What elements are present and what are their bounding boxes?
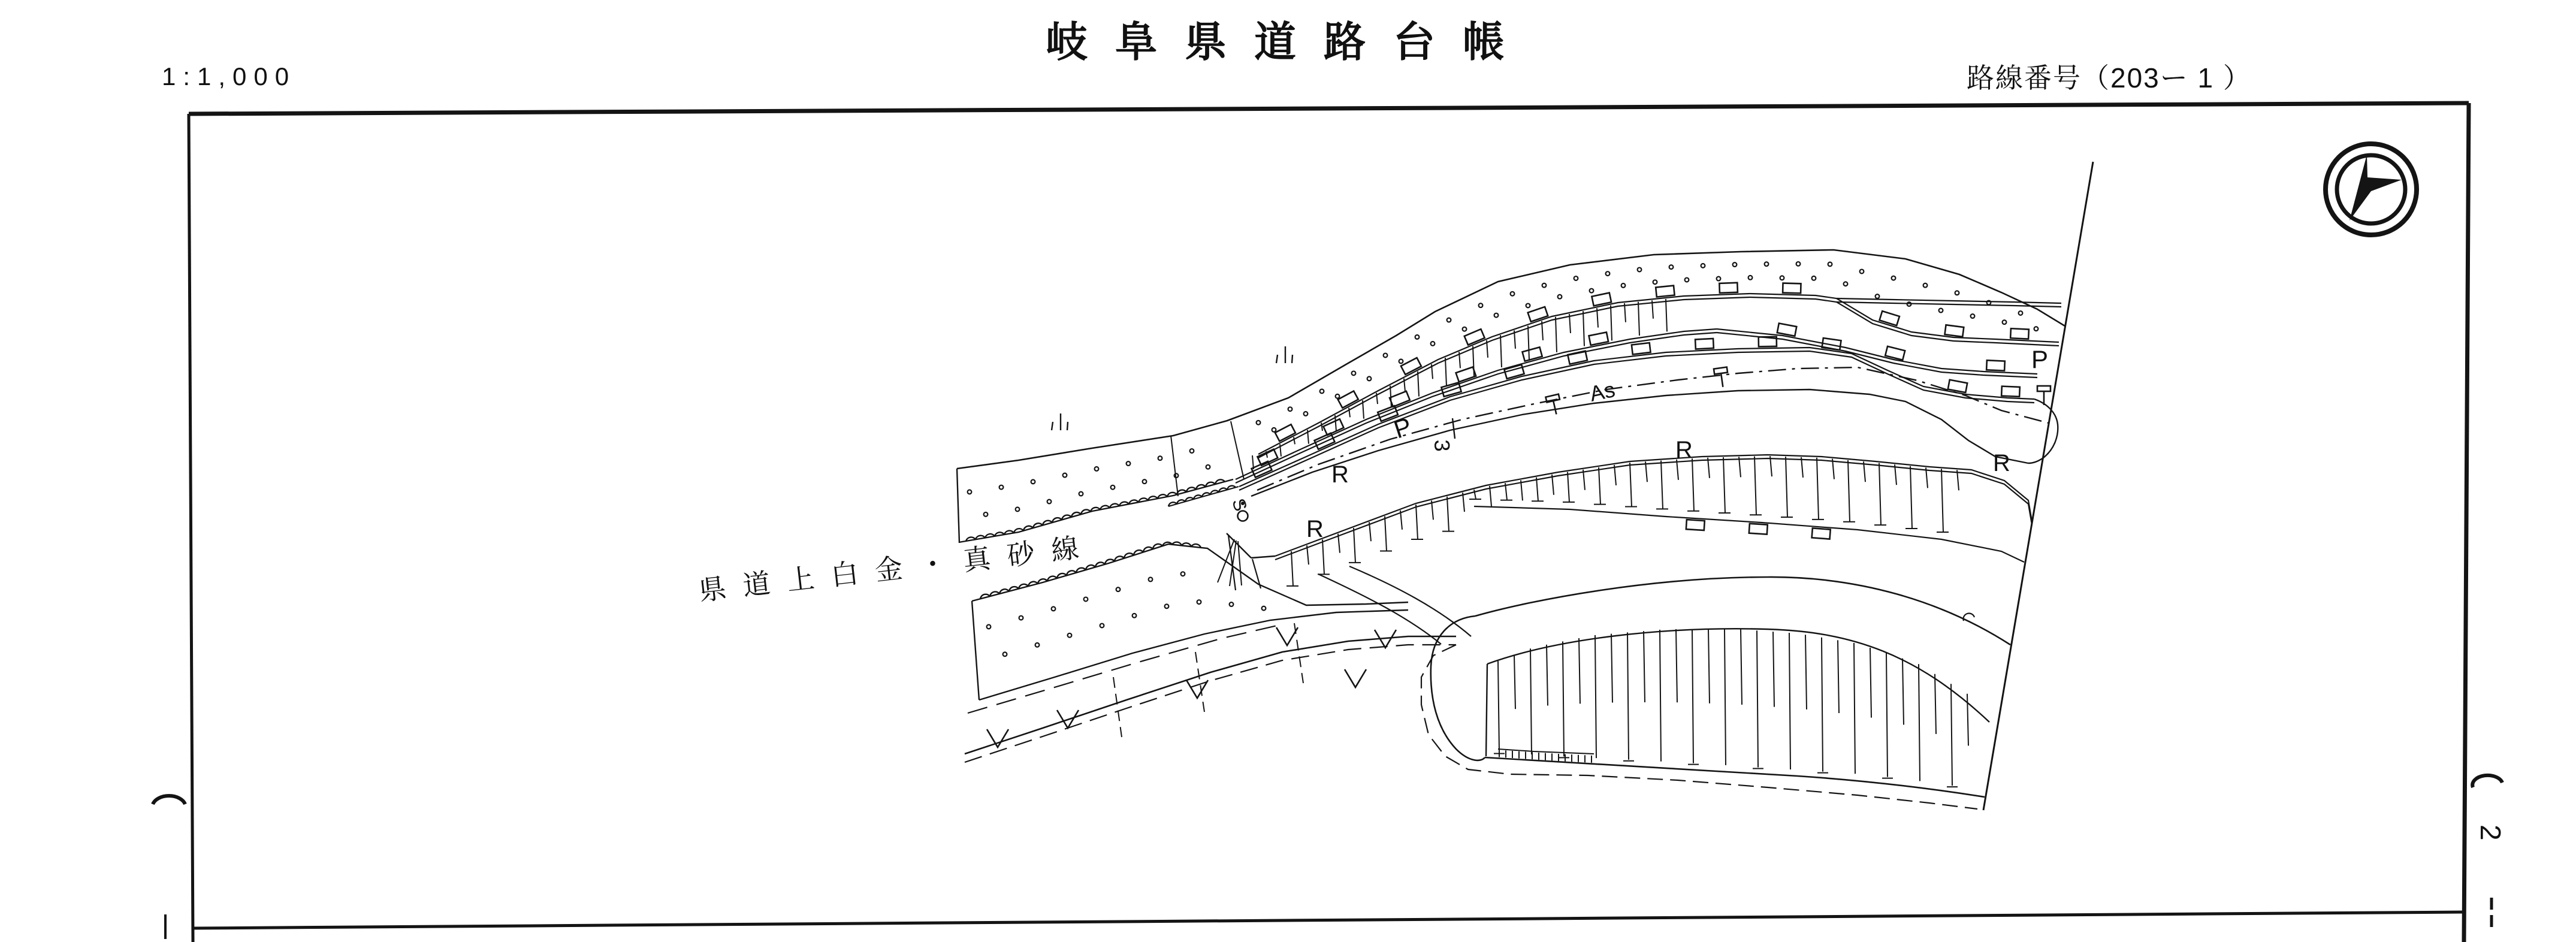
grass-tuft-icon	[1052, 413, 1068, 430]
s-label: S	[1228, 496, 1251, 514]
grass-symbols	[1052, 346, 1292, 430]
lower-road-band	[1275, 455, 2032, 586]
field-band	[965, 623, 1977, 809]
grass-tuft-icon	[1276, 346, 1292, 363]
r-label-1: R	[1331, 461, 1349, 488]
sheet-border	[189, 103, 2469, 942]
junction-details	[1218, 502, 1275, 590]
marker-post-icon	[2037, 386, 2050, 405]
route-number: 路線番号（203ー 1 ）	[1967, 62, 2252, 93]
map-drawing	[957, 162, 2093, 810]
marker-post-icon	[1714, 367, 1729, 388]
left-fold-mark	[153, 796, 185, 804]
road-name-label: 県道上白金・真砂線	[697, 530, 1097, 606]
sheet-match-line	[1983, 162, 2093, 810]
page-number: 2	[2474, 825, 2506, 841]
loop-embankment	[1431, 577, 2010, 797]
parking-label-2: P	[2031, 345, 2049, 373]
station-label: 3	[1430, 439, 1455, 452]
r-label-3: R	[1675, 437, 1693, 463]
map-labels	[697, 345, 2048, 606]
parking-label-1: P	[1390, 412, 1415, 444]
right-fold-mark	[2472, 775, 2502, 787]
map-scale: 1:1,000	[162, 62, 297, 90]
page-title: 岐阜県道路台帳	[1046, 19, 1532, 65]
r-label-2: R	[1306, 516, 1324, 542]
surface-label: As	[1587, 376, 1617, 406]
north-arrow-icon	[2326, 144, 2417, 235]
r-label-4: R	[1993, 450, 2010, 476]
marker-post-icon	[1545, 394, 1563, 416]
